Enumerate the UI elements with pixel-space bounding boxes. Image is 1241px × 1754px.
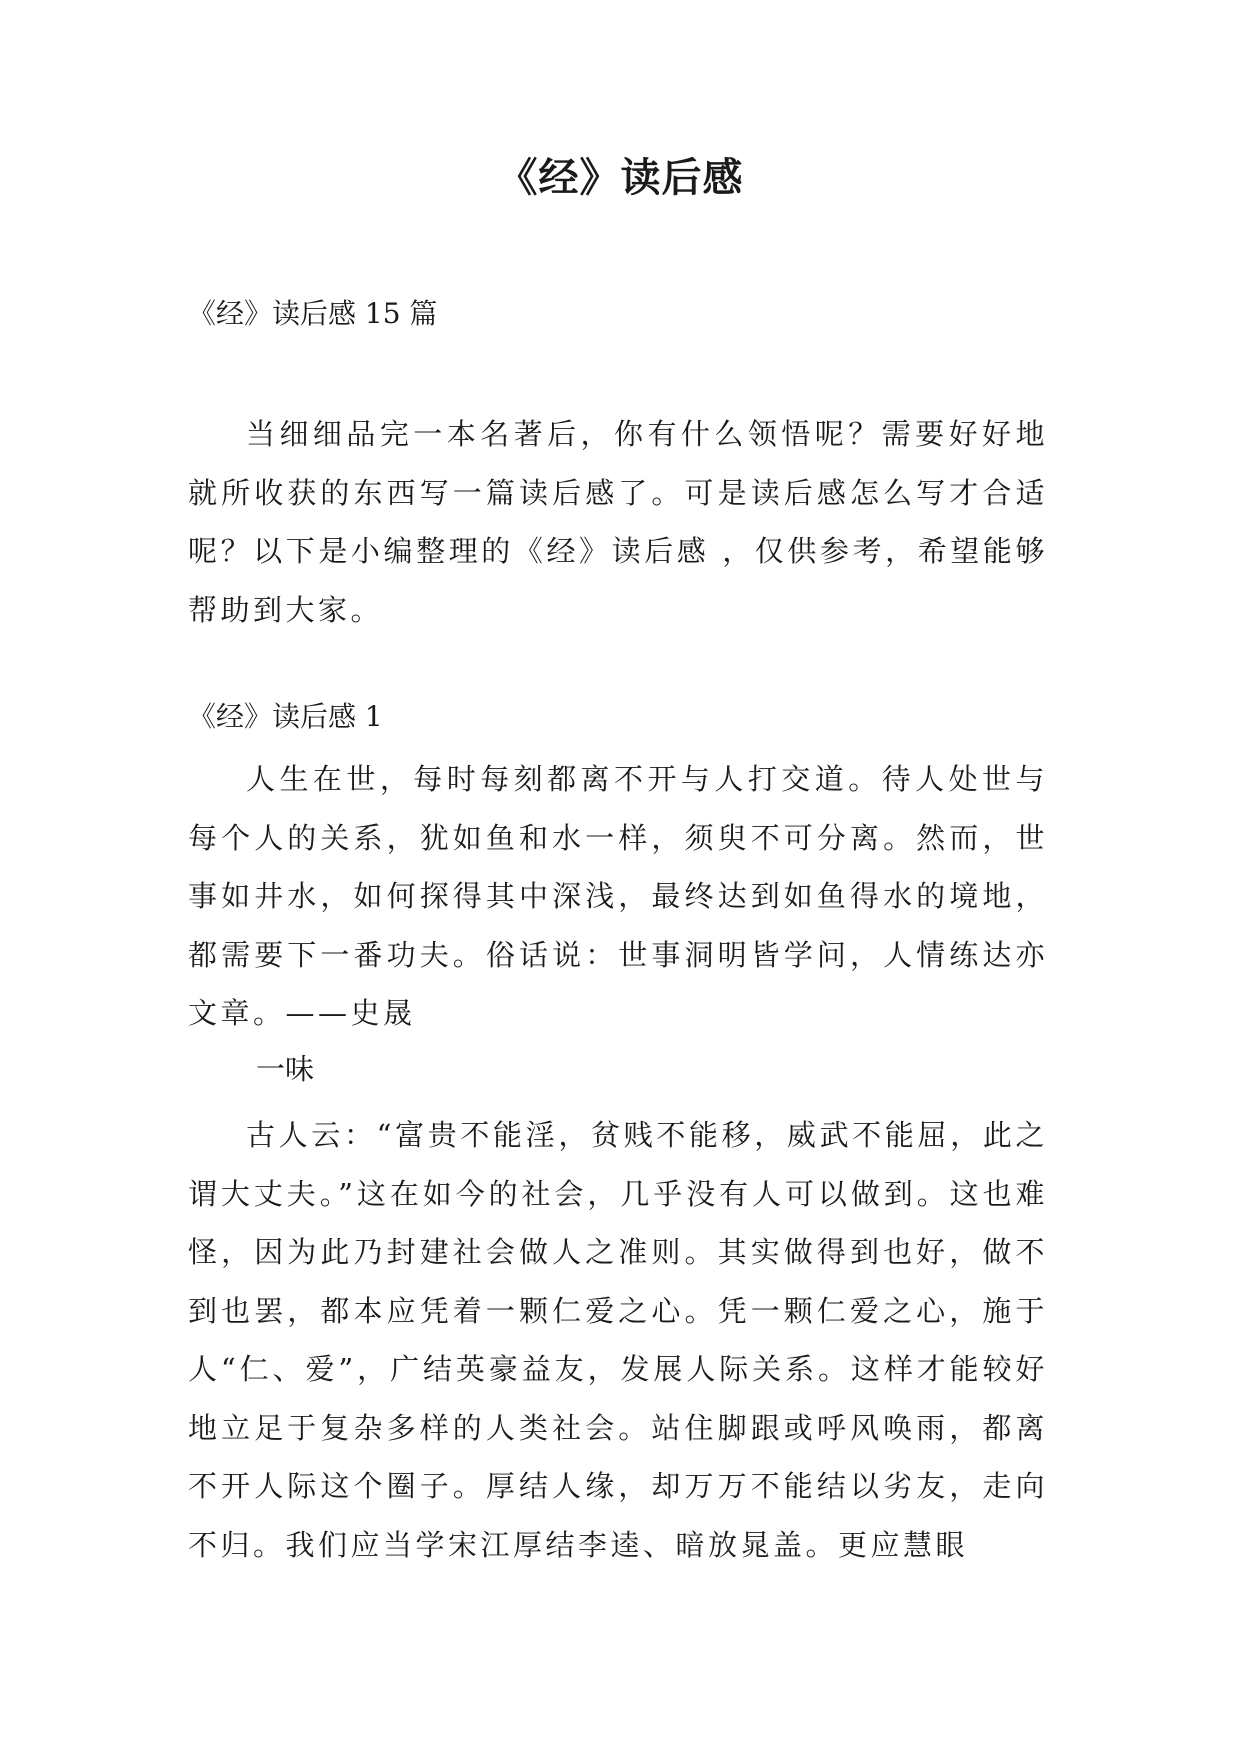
paragraph: 一味 xyxy=(256,1052,315,1086)
section-heading: 《经》读后感 1 xyxy=(188,700,383,733)
paragraph: 人生在世，每时每刻都离不开与人打交道。待人处世与每个人的关系，犹如鱼和水一样，须臾不可分离。然而，世事如井水，如何探得其中深浅，最终达到如鱼得水的境地，都需要下一番功夫。俗话说：世事洞明皆学问，人情练达亦文章。——史晟 xyxy=(188,762,1048,1030)
document-subtitle: 《经》读后感 15 篇 xyxy=(188,297,438,330)
intro-paragraph: 当细细品完一本名著后，你有什么领悟呢？需要好好地就所收获的东西写一篇读后感了。可是读后感怎么写才合适呢？以下是小编整理的《经》读后感 ，仅供参考，希望能够帮助到大家。 xyxy=(188,417,1048,627)
paragraph: 古人云：“富贵不能淫，贫贱不能移，威武不能屈，此之谓大丈夫。”这在如今的社会，几乎没有人可以做到。这也难怪，因为此乃封建社会做人之准则。其实做得到也好，做不到也罢，都本应凭着一颗仁爱之心。凭一颗仁爱之心，施于人“仁、爱”，广结英豪益友，发展人际关系。这样才能较好地立足于复杂多样的人类社会。站住脚跟或呼风唤雨，都离不开人际这个圈子。厚结人缘，却万万不能结以劣友，走向不归。我们应当学宋江厚结李逵、暗放晁盖。更应慧眼 xyxy=(188,1118,1048,1562)
document-title: 《经》读后感 xyxy=(497,155,744,201)
